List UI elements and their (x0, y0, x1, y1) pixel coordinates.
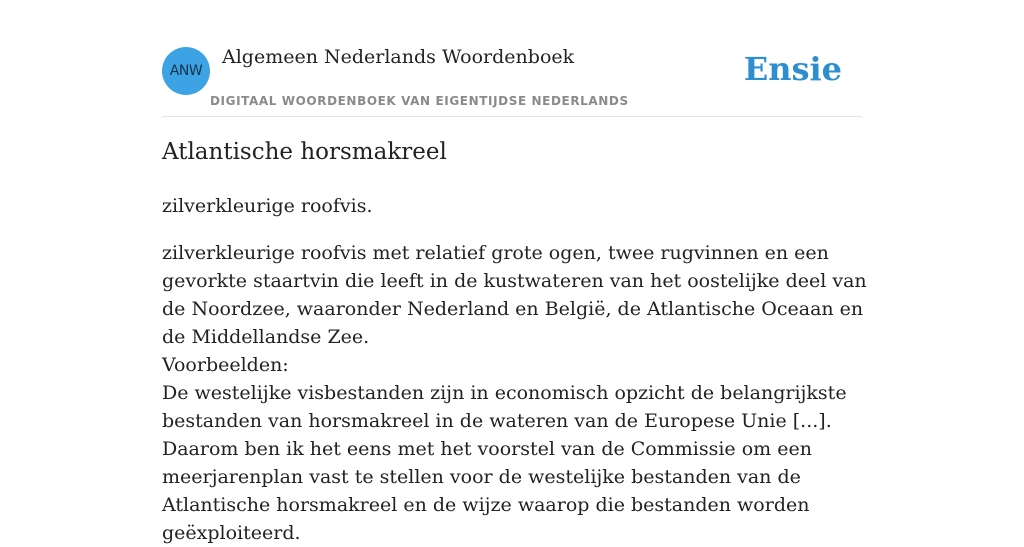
ensie-logo[interactable]: Ensie (743, 50, 842, 88)
short-definition: zilverkleurige roofvis. (162, 195, 373, 217)
example-text: De westelijke visbestanden zijn in economisch opzicht de belangrijkste bestanden van horsmakreel in de wateren van de Europese Unie [...]. Daarom ben ik het eens met het voorstel van de Commissie om een meerjarenplan vast te stellen voor de westelijke bestanden van de Atlantische horsmakreel en de wijze waarop die bestanden worden geëxploiteerd. (162, 382, 847, 544)
long-definition: zilverkleurige roofvis met relatief grote ogen, twee rugvinnen en een gevorkte staartvin die leeft in de kustwateren van het oostelijke deel van de Noordzee, waaronder Nederland en België, de Atlantische Oceaan en de Middellandse Zee. (162, 242, 867, 348)
site-header (162, 40, 862, 117)
entry-title: Atlantische horsmakreel (162, 139, 447, 165)
anw-logo[interactable]: ANW (162, 47, 210, 95)
site-subtitle: DIGITAAL WOORDENBOEK VAN EIGENTIJDSE NEDERLANDS (210, 94, 629, 108)
examples-label: Voorbeelden: (162, 354, 289, 376)
site-title[interactable]: Algemeen Nederlands Woordenboek (222, 46, 575, 68)
